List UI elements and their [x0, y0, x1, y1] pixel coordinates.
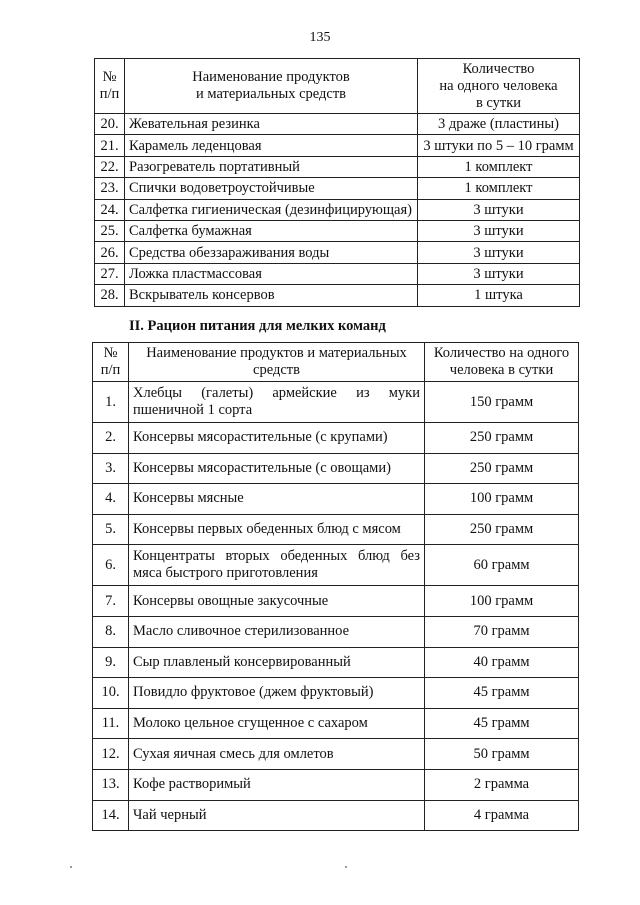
table-supplies: [94, 58, 580, 307]
cell-name: Хлебцы (галеты) армейские из муки пшеничной 1 сорта: [129, 382, 425, 423]
table-row: [95, 220, 580, 241]
table-row: [93, 800, 579, 831]
cell-qty: 45 грамм: [425, 708, 579, 739]
cell-name: Консервы мясорастительные (с овощами): [129, 453, 425, 484]
cell-name: Масло сливочное стерилизованное: [129, 616, 425, 647]
cell-name: Сыр плавленый консервированный: [129, 647, 425, 678]
cell-num: 25.: [95, 220, 125, 241]
cell-name: Консервы первых обеденных блюд с мясом: [129, 514, 425, 545]
cell-num: 7.: [93, 586, 129, 617]
cell-qty: 3 штуки: [418, 199, 580, 220]
cell-num: 14.: [93, 800, 129, 831]
cell-name: Повидло фруктовое (джем фруктовый): [129, 678, 425, 709]
table-header-row: [95, 59, 580, 114]
cell-num: 26.: [95, 242, 125, 263]
table-header-row: [93, 343, 579, 382]
scan-speck: [345, 866, 347, 868]
cell-qty: 4 грамма: [425, 800, 579, 831]
cell-num: 6.: [93, 545, 129, 586]
cell-num: 9.: [93, 647, 129, 678]
cell-name: Вскрыватель консервов: [125, 285, 418, 306]
table-row: [93, 423, 579, 454]
cell-num: 3.: [93, 453, 129, 484]
cell-name: Спички водоветроустойчивые: [125, 178, 418, 199]
table-row: [95, 285, 580, 306]
cell-num: 22.: [95, 156, 125, 177]
table-row: [95, 242, 580, 263]
cell-name: Чай черный: [129, 800, 425, 831]
cell-name: Жевательная резинка: [125, 114, 418, 135]
cell-num: 4.: [93, 484, 129, 515]
table-ration: [92, 342, 579, 831]
cell-qty: 100 грамм: [425, 586, 579, 617]
header-qty: Количество на одного человека в сутки: [425, 343, 579, 382]
cell-qty: 3 драже (пластины): [418, 114, 580, 135]
header-qty: Количество на одного человека в сутки: [418, 59, 580, 114]
table-row: [93, 708, 579, 739]
cell-qty: 45 грамм: [425, 678, 579, 709]
table-row: [93, 382, 579, 423]
table-row: [95, 156, 580, 177]
cell-qty: 250 грамм: [425, 514, 579, 545]
table-row: [93, 586, 579, 617]
cell-qty: 1 штука: [418, 285, 580, 306]
cell-num: 12.: [93, 739, 129, 770]
table-row: [93, 647, 579, 678]
table-row: [93, 739, 579, 770]
header-num: № п/п: [93, 343, 129, 382]
cell-qty: 100 грамм: [425, 484, 579, 515]
table-row: [93, 545, 579, 586]
cell-qty: 3 штуки: [418, 220, 580, 241]
cell-qty: 3 штуки по 5 – 10 грамм: [418, 135, 580, 156]
cell-name: Карамель леденцовая: [125, 135, 418, 156]
table-row: [95, 114, 580, 135]
table-row: [95, 135, 580, 156]
table-row: [93, 453, 579, 484]
page-number: 135: [309, 30, 331, 45]
cell-name: Консервы мясные: [129, 484, 425, 515]
cell-num: 21.: [95, 135, 125, 156]
cell-name: Ложка пластмассовая: [125, 263, 418, 284]
cell-num: 20.: [95, 114, 125, 135]
cell-num: 5.: [93, 514, 129, 545]
cell-qty: 1 комплект: [418, 156, 580, 177]
table-row: [93, 616, 579, 647]
cell-num: 27.: [95, 263, 125, 284]
cell-num: 2.: [93, 423, 129, 454]
cell-qty: 2 грамма: [425, 769, 579, 800]
cell-name: Кофе растворимый: [129, 769, 425, 800]
table-row: [95, 199, 580, 220]
table-row: [93, 484, 579, 515]
cell-qty: 3 штуки: [418, 242, 580, 263]
cell-num: 24.: [95, 199, 125, 220]
cell-num: 8.: [93, 616, 129, 647]
cell-qty: 70 грамм: [425, 616, 579, 647]
header-name: Наименование продуктов и материальных средств: [125, 59, 418, 114]
cell-name: Консервы овощные закусочные: [129, 586, 425, 617]
cell-num: 28.: [95, 285, 125, 306]
scan-speck: [70, 866, 72, 868]
cell-name: Концентраты вторых обеденных блюд без мяса быстрого приготовления: [129, 545, 425, 586]
cell-name: Средства обеззараживания воды: [125, 242, 418, 263]
cell-qty: 60 грамм: [425, 545, 579, 586]
cell-num: 10.: [93, 678, 129, 709]
cell-name: Молоко цельное сгущенное с сахаром: [129, 708, 425, 739]
cell-name: Сухая яичная смесь для омлетов: [129, 739, 425, 770]
cell-qty: 40 грамм: [425, 647, 579, 678]
cell-qty: 150 грамм: [425, 382, 579, 423]
cell-num: 13.: [93, 769, 129, 800]
table-row: [93, 769, 579, 800]
cell-num: 23.: [95, 178, 125, 199]
table-row: [95, 263, 580, 284]
section-title: II. Рацион питания для мелких команд: [129, 318, 386, 334]
cell-name: Разогреватель портативный: [125, 156, 418, 177]
table-row: [95, 178, 580, 199]
cell-qty: 250 грамм: [425, 423, 579, 454]
cell-num: 1.: [93, 382, 129, 423]
header-name: Наименование продуктов и материальных средств: [129, 343, 425, 382]
cell-qty: 250 грамм: [425, 453, 579, 484]
header-num: № п/п: [95, 59, 125, 114]
table-row: [93, 514, 579, 545]
table-row: [93, 678, 579, 709]
cell-qty: 1 комплект: [418, 178, 580, 199]
cell-name: Салфетка гигиеническая (дезинфицирующая): [125, 199, 418, 220]
cell-name: Салфетка бумажная: [125, 220, 418, 241]
cell-qty: 50 грамм: [425, 739, 579, 770]
cell-qty: 3 штуки: [418, 263, 580, 284]
cell-num: 11.: [93, 708, 129, 739]
cell-name: Консервы мясорастительные (с крупами): [129, 423, 425, 454]
